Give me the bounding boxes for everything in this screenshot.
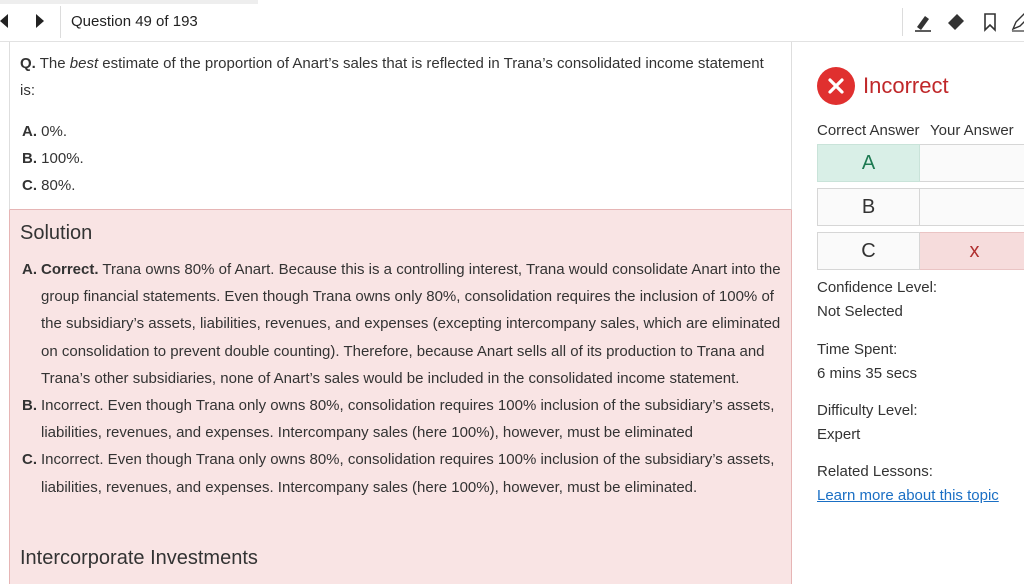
option-b[interactable]: B. 100%.	[22, 150, 84, 167]
solution-item-label: B.	[22, 397, 37, 415]
answer-row-a	[817, 144, 1024, 182]
top-toolbar	[0, 0, 1024, 42]
answer-row-c	[817, 232, 1024, 270]
solution-item-text: Trana owns 80% of Anart. Because this is a controlling interest, Trana would consolidate Anart into the group financial statements. Even though Trana owns only 80%, consolidation requires the inclusion of 100% of the subsidiary’s assets, liabilities, revenues, and expenses (excepting intercompany sales, which are eliminated on consolidation to prevent double counting). Therefore, because Anart sells all of its production to Trana and Trana’s other subsidiaries, none of Anart’s sales would be included in the consolidated income statement.	[41, 261, 781, 387]
correct-answer-cell: B	[817, 188, 920, 226]
solution-panel	[9, 210, 792, 584]
question-panel	[9, 42, 792, 210]
solution-item-text: Incorrect. Even though Trana only owns 80%, consolidation requires 100% inclusion of the subsidiary’s assets, liabilities, revenues, and expenses. Intercompany sales (here 100%), however, must be eliminated	[41, 397, 775, 442]
question-counter: Question 49 of 193	[71, 13, 198, 30]
correct-answer-cell: C	[817, 232, 920, 270]
your-answer-cell	[920, 144, 1024, 182]
related-lessons-label: Related Lessons:	[817, 463, 933, 480]
solution-item-label: C.	[22, 451, 37, 469]
learn-more-link[interactable]: Learn more about this topic	[817, 487, 999, 504]
solution-item-text: Incorrect. Even though Trana only owns 80%, consolidation requires 100% inclusion of the subsidiary’s assets, liabilities, revenues, and expenses. Intercompany sales (here 100%), however, must be eliminated.	[41, 451, 775, 496]
option-a[interactable]: A. 0%.	[22, 123, 68, 140]
correct-answer-header: Correct Answer	[817, 122, 920, 139]
solution-item-label: A.	[22, 261, 37, 278]
toolbar-divider	[902, 8, 903, 36]
highlighter-icon[interactable]	[911, 10, 935, 34]
difficulty-label: Difficulty Level:	[817, 402, 918, 419]
related-topic-title: Intercorporate Investments	[20, 547, 258, 569]
confidence-label: Confidence Level:	[817, 279, 938, 296]
question-emphasis: best	[69, 55, 99, 72]
difficulty-value: Expert	[817, 426, 861, 443]
question-text-after: estimate of the proportion of Anart’s sales that is reflected in Trana’s consolidated income statement is:	[20, 55, 764, 99]
solution-item-a	[22, 256, 782, 392]
top-accent-line	[0, 0, 258, 4]
solution-list	[22, 256, 782, 501]
option-c[interactable]: C. 80%.	[22, 177, 76, 194]
next-question-arrow-icon[interactable]	[36, 14, 44, 28]
question-text	[20, 50, 780, 104]
incorrect-x-icon	[817, 67, 855, 105]
eraser-icon[interactable]	[944, 10, 968, 34]
status-text: Incorrect	[863, 73, 949, 98]
pencil-icon[interactable]	[1008, 10, 1024, 34]
solution-title: Solution	[20, 222, 93, 244]
time-spent-label: Time Spent:	[817, 341, 898, 358]
answer-options	[22, 118, 84, 199]
toolbar-divider	[60, 6, 61, 38]
confidence-value: Not Selected	[817, 303, 903, 320]
question-text-before: The	[35, 55, 70, 72]
correct-answer-cell: A	[817, 144, 920, 182]
answer-row-b	[817, 188, 1024, 226]
solution-item-b	[22, 392, 782, 446]
bookmark-icon[interactable]	[978, 10, 1002, 34]
question-label: Q.	[20, 55, 36, 72]
your-answer-header: Your Answer	[930, 122, 1014, 139]
time-spent-value: 6 mins 35 secs	[817, 365, 918, 382]
solution-item-c	[22, 446, 782, 500]
your-answer-cell: x	[920, 232, 1024, 270]
previous-question-arrow-icon[interactable]	[0, 14, 8, 28]
your-answer-cell	[920, 188, 1024, 226]
correct-tag: Correct.	[41, 261, 99, 278]
